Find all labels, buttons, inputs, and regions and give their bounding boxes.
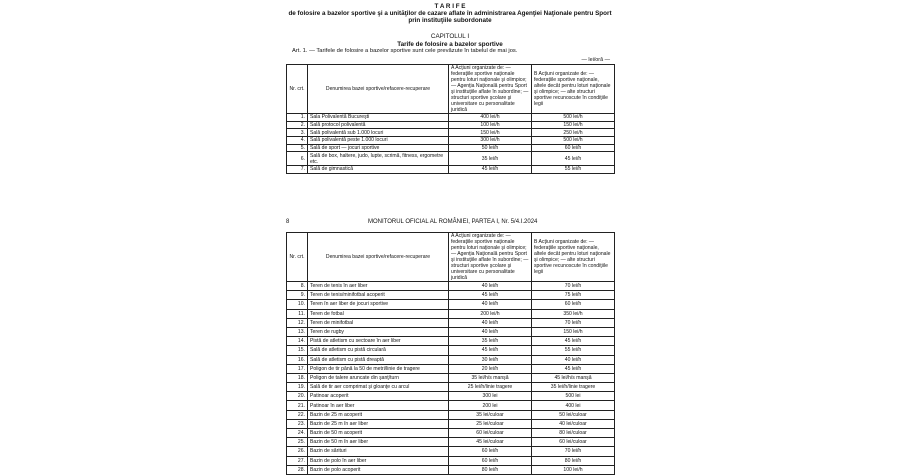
row-number: 1. xyxy=(287,114,308,122)
tariff-b: 150 lei/h xyxy=(532,327,615,336)
tariff-a: 40 lei/h xyxy=(449,300,532,309)
table-header-row xyxy=(287,65,615,114)
table-header-row xyxy=(287,233,615,282)
row-number: 13. xyxy=(287,327,308,336)
table-row xyxy=(287,137,615,145)
tariff-b: 80 lei/culoar xyxy=(532,429,615,438)
tariff-table-1 xyxy=(286,64,615,174)
row-number: 25. xyxy=(287,438,308,447)
table-row xyxy=(287,152,615,166)
table-row xyxy=(287,465,615,474)
tariff-a: 60 lei/culoar xyxy=(449,429,532,438)
tariff-a: 35 lei/culoar xyxy=(449,410,532,419)
table-row xyxy=(287,373,615,382)
facility-name: Teren de fotbal xyxy=(308,309,449,318)
tariff-b: 400 lei xyxy=(532,401,615,410)
table-row xyxy=(287,429,615,438)
tariff-a: 45 lei/h xyxy=(449,346,532,355)
tariff-b: 500 lei xyxy=(532,392,615,401)
facility-name: Teren de tenis în aer liber xyxy=(308,282,449,291)
tariff-table-2 xyxy=(286,232,615,475)
table-row xyxy=(287,355,615,364)
row-number: 5. xyxy=(287,144,308,152)
row-number: 12. xyxy=(287,318,308,327)
tariff-b: 70 lei/h xyxy=(532,282,615,291)
header-name: Denumirea bazei sportive/refacere-recuperare xyxy=(308,233,449,282)
table-row xyxy=(287,392,615,401)
tariff-a: 60 lei/h xyxy=(449,456,532,465)
title-line-2: de folosire a bazelor sportive şi a unităţilor de cazare aflate în administrarea Agenţiei Naţionale pentru Sport xyxy=(288,10,612,18)
tariff-b: 500 lei/h xyxy=(532,137,615,145)
tariff-a: 20 lei/h xyxy=(449,364,532,373)
table-row xyxy=(287,309,615,318)
table-row xyxy=(287,327,615,336)
header-col-b: B Acţiuni organizate de: — federaţiile sportive naţionale, altele decât pentru loturi naţionale şi olimpice; — alte structuri sportive recunoscute în condiţiile legii xyxy=(532,233,615,282)
tariff-b: 80 lei/h xyxy=(532,456,615,465)
row-number: 23. xyxy=(287,419,308,428)
tariff-b: 60 lei/culoar xyxy=(532,438,615,447)
table-row xyxy=(287,346,615,355)
row-number: 26. xyxy=(287,447,308,456)
page-number: 8 xyxy=(286,219,290,225)
tariff-a: 45 lei/culoar xyxy=(449,438,532,447)
tariff-b: 45 lei/h xyxy=(532,337,615,346)
article-text: Art. 1. — Tarifele de folosire a bazelor sportive sunt cele prevăzute în tabelul de mai jos. xyxy=(292,48,518,54)
facility-name: Sală de atletism cu pistă dreaptă xyxy=(308,355,449,364)
tariff-a: 35 lei/h xyxy=(449,152,532,166)
facility-name: Patinoar acoperit xyxy=(308,392,449,401)
chapter-title: Tarife de folosire a bazelor sportive xyxy=(397,40,503,48)
tariff-b: 75 lei/h xyxy=(532,291,615,300)
tariff-a: 200 lei/h xyxy=(449,309,532,318)
tariff-b: 40 lei/h xyxy=(532,355,615,364)
facility-name: Sală de atletism cu pistă circulară xyxy=(308,346,449,355)
facility-name: Sală de tir aer comprimat şi gloanţe cu arcul xyxy=(308,383,449,392)
facility-name: Bazin de polo în aer liber xyxy=(308,456,449,465)
row-number: 18. xyxy=(287,373,308,382)
tariff-a: 100 lei/h xyxy=(449,121,532,129)
facility-name: Sală de sport — jocuri sportive xyxy=(308,144,449,152)
table-row xyxy=(287,282,615,291)
tariff-b: 45 lei/h/s manşă xyxy=(532,373,615,382)
tariff-a: 45 lei/h xyxy=(449,166,532,174)
facility-name: Bazin de 25 m în aer liber xyxy=(308,419,449,428)
header-col-a: A Acţiuni organizate de: — federaţiile sportive naţionale pentru loturi naţionale şi olimpice; — Agenţia Naţională pentru Sport şi instituţiile aflate în subordine; — structuri sportive şcolare şi universitare cu personalitate juridică xyxy=(449,233,532,282)
tariff-b: 55 lei/h xyxy=(532,346,615,355)
facility-name: Teren de tenis/minifotbal acoperit xyxy=(308,291,449,300)
tariff-b: 40 lei/culoar xyxy=(532,419,615,428)
row-number: 28. xyxy=(287,465,308,474)
table-1-body xyxy=(287,114,615,174)
tariff-a: 400 lei/h xyxy=(449,114,532,122)
tariff-a: 35 lei/h xyxy=(449,337,532,346)
table-row xyxy=(287,300,615,309)
table-row xyxy=(287,318,615,327)
row-number: 22. xyxy=(287,410,308,419)
row-number: 2. xyxy=(287,121,308,129)
facility-name: Poligon de talere aruncate din şanţ/turn xyxy=(308,373,449,382)
document-title xyxy=(0,3,900,25)
row-number: 16. xyxy=(287,355,308,364)
chapter-heading xyxy=(0,33,900,48)
tariff-b: 50 lei/culoar xyxy=(532,410,615,419)
row-number: 9. xyxy=(287,291,308,300)
facility-name: Sală protocol polivalentă xyxy=(308,121,449,129)
table-row xyxy=(287,114,615,122)
tariff-a: 25 lei/culoar xyxy=(449,419,532,428)
table-row xyxy=(287,364,615,373)
tariff-a: 50 lei/h xyxy=(449,144,532,152)
table-2-body xyxy=(287,282,615,475)
row-number: 6. xyxy=(287,152,308,166)
tariff-b: 70 lei/h xyxy=(532,447,615,456)
table-row xyxy=(287,121,615,129)
header-col-b: B Acţiuni organizate de: — federaţiile sportive naţionale, altele decât pentru loturi naţionale şi olimpice; — alte structuri sportive recunoscute în condiţiile legii xyxy=(532,65,615,114)
tariff-a: 35 lei/h/s manşă xyxy=(449,373,532,382)
header-nr: Nr. crt. xyxy=(287,233,308,282)
tariff-a: 40 lei/h xyxy=(449,318,532,327)
facility-name: Sală polivalentă sub 1.000 locuri xyxy=(308,129,449,137)
tariff-b: 250 lei/h xyxy=(532,129,615,137)
row-number: 24. xyxy=(287,429,308,438)
facility-name: Bazin de 50 m acoperit xyxy=(308,429,449,438)
row-number: 19. xyxy=(287,383,308,392)
row-number: 10. xyxy=(287,300,308,309)
tariff-b: 35 lei/h/linie tragere xyxy=(532,383,615,392)
tariff-a: 45 lei/h xyxy=(449,291,532,300)
title-line-1: T A R I F E xyxy=(434,3,466,10)
facility-name: Sala Polivalentă Bucureşti xyxy=(308,114,449,122)
tariff-a: 25 lei/h/linie tragere xyxy=(449,383,532,392)
table-row xyxy=(287,419,615,428)
tariff-b: 150 lei/h xyxy=(532,121,615,129)
tariff-a: 150 lei/h xyxy=(449,129,532,137)
tariff-b: 70 lei/h xyxy=(532,318,615,327)
facility-name: Bazin de 25 m acoperit xyxy=(308,410,449,419)
row-number: 27. xyxy=(287,456,308,465)
table-row xyxy=(287,144,615,152)
tariff-a: 40 lei/h xyxy=(449,282,532,291)
facility-name: Teren în aer liber de jocuri sportive xyxy=(308,300,449,309)
row-number: 21. xyxy=(287,401,308,410)
table-row xyxy=(287,447,615,456)
tariff-a: 60 lei/h xyxy=(449,447,532,456)
facility-name: Bazin de polo acoperit xyxy=(308,465,449,474)
row-number: 20. xyxy=(287,392,308,401)
tariff-a: 300 lei/h xyxy=(449,137,532,145)
row-number: 8. xyxy=(287,282,308,291)
header-col-a: A Acţiuni organizate de: — federaţiile sportive naţionale pentru loturi naţionale şi olimpice; — Agenţia Naţională pentru Sport şi instituţiile aflate în subordine; — structuri sportive şcolare şi universitare cu personalitate juridică xyxy=(449,65,532,114)
tariff-b: 100 lei/h xyxy=(532,465,615,474)
facility-name: Sală de box, haltere, judo, lupte, scrimă, fitness, ergometre etc. xyxy=(308,152,449,166)
tariff-a: 30 lei/h xyxy=(449,355,532,364)
tariff-b: 500 lei/h xyxy=(532,114,615,122)
table-row xyxy=(287,456,615,465)
title-line-3: prin instituţiile subordonate xyxy=(408,17,492,25)
facility-name: Bazin de sărituri xyxy=(308,447,449,456)
facility-name: Sală de gimnastică xyxy=(308,166,449,174)
unit-note: — lei/oră — xyxy=(581,57,610,63)
header-name: Denumirea bazei sportive/refacere-recuperare xyxy=(308,65,449,114)
row-number: 11. xyxy=(287,309,308,318)
facility-name: Bazin de 50 m în aer liber xyxy=(308,438,449,447)
table-row xyxy=(287,129,615,137)
facility-name: Sală polivalentă peste 1.000 locuri xyxy=(308,137,449,145)
facility-name: Poligon de tir până la 50 de metri/linie de tragere xyxy=(308,364,449,373)
table-row xyxy=(287,337,615,346)
row-number: 4. xyxy=(287,137,308,145)
facility-name: Teren de minifotbal xyxy=(308,318,449,327)
facility-name: Patinoar în aer liber xyxy=(308,401,449,410)
tariff-a: 40 lei/h xyxy=(449,327,532,336)
header-nr: Nr. crt. xyxy=(287,65,308,114)
row-number: 15. xyxy=(287,346,308,355)
table-row xyxy=(287,383,615,392)
table-row xyxy=(287,410,615,419)
table-row xyxy=(287,166,615,174)
tariff-b: 55 lei/h xyxy=(532,166,615,174)
chapter-label: CAPITOLUL I xyxy=(430,33,470,40)
tariff-b: 60 lei/h xyxy=(532,144,615,152)
tariff-b: 350 lei/h xyxy=(532,309,615,318)
tariff-a: 300 lei xyxy=(449,392,532,401)
row-number: 3. xyxy=(287,129,308,137)
tariff-a: 200 lei xyxy=(449,401,532,410)
facility-name: Pistă de atletism cu sectoare în aer liber xyxy=(308,337,449,346)
table-row xyxy=(287,401,615,410)
journal-title: MONITORUL OFICIAL AL ROMÂNIEI, PARTEA I, Nr. 5/4.I.2024 xyxy=(368,219,538,225)
tariff-b: 45 lei/h xyxy=(532,364,615,373)
row-number: 7. xyxy=(287,166,308,174)
tariff-b: 60 lei/h xyxy=(532,300,615,309)
tariff-a: 80 lei/h xyxy=(449,465,532,474)
tariff-b: 45 lei/h xyxy=(532,152,615,166)
row-number: 14. xyxy=(287,337,308,346)
facility-name: Teren de rugby xyxy=(308,327,449,336)
table-row xyxy=(287,438,615,447)
table-row xyxy=(287,291,615,300)
row-number: 17. xyxy=(287,364,308,373)
